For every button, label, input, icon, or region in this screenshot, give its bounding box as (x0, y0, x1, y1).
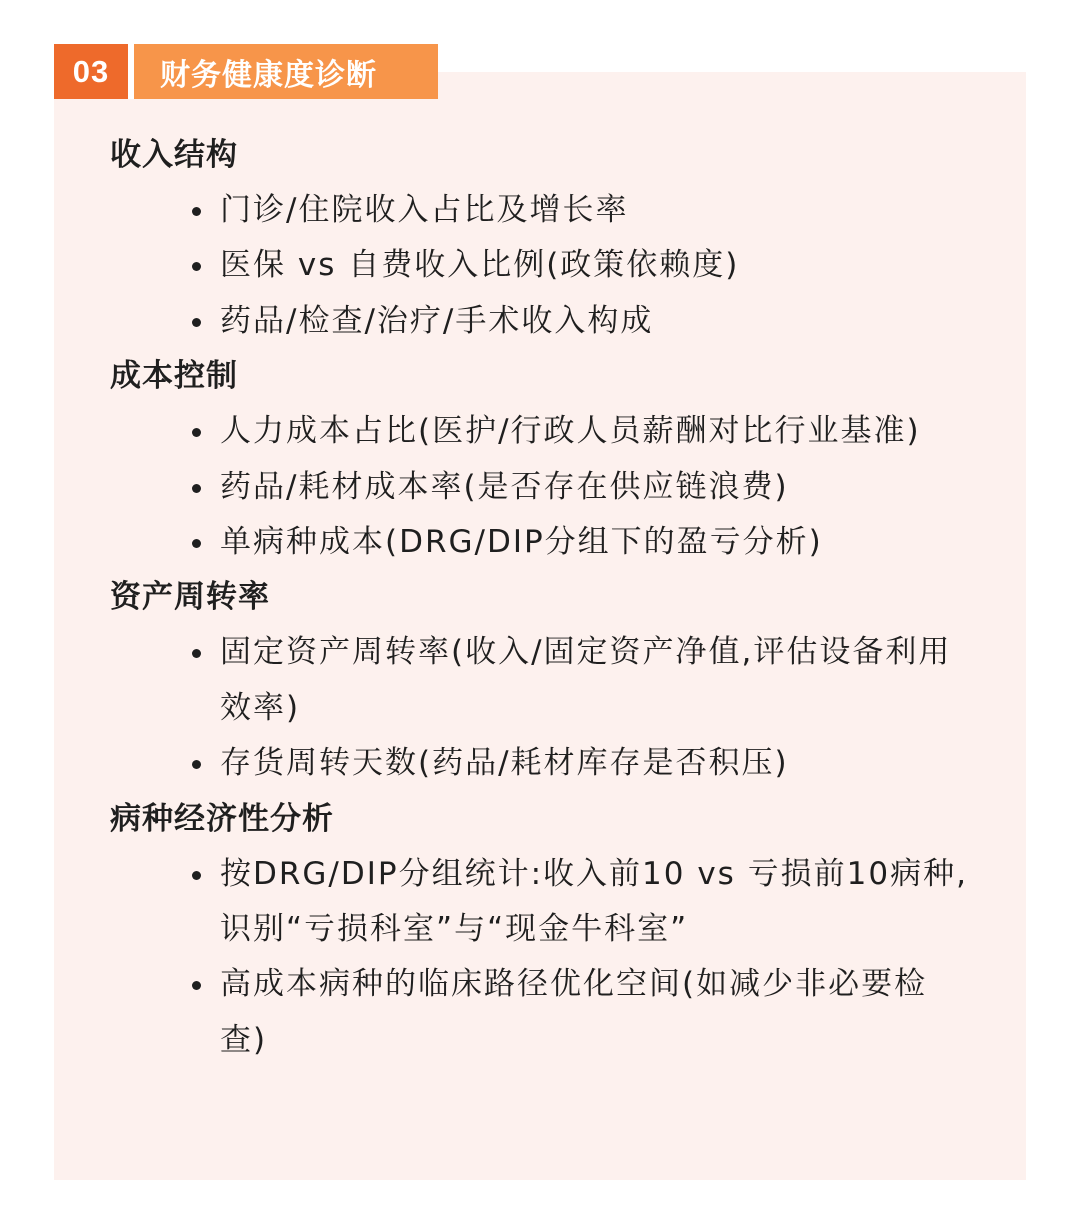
list-item-text: 药品/耗材成本率(是否存在供应链浪费) (220, 468, 789, 505)
section-revenue-structure (110, 128, 990, 349)
bullet-list (110, 183, 990, 349)
bullet-icon (192, 981, 201, 990)
list-item (110, 847, 990, 958)
list-item (110, 736, 990, 791)
section-number-badge: 03 (54, 44, 128, 99)
list-item-text: 单病种成本(DRG/DIP分组下的盈亏分析) (220, 524, 823, 561)
list-item (110, 460, 990, 515)
bullet-list (110, 847, 990, 1069)
list-item (110, 404, 990, 459)
list-item-text: 按DRG/DIP分组统计:收入前10 vs 亏损前10病种,识别“亏损科室”与“现金牛科室” (220, 855, 968, 948)
list-item-text: 人力成本占比(医护/行政人员薪酬对比行业基准) (220, 413, 921, 450)
section-title: 资产周转率 (110, 579, 270, 616)
list-item (110, 183, 990, 238)
section-disease-economics (110, 792, 990, 1069)
list-item-text: 医保 vs 自费收入比例(政策依赖度) (220, 247, 740, 284)
bullet-icon (192, 649, 201, 658)
list-item (110, 515, 990, 570)
list-item (110, 957, 990, 1068)
bullet-icon (192, 539, 201, 548)
bullet-list (110, 625, 990, 791)
bullet-icon (192, 262, 201, 271)
bullet-icon (192, 871, 201, 880)
list-item (110, 625, 990, 736)
list-item-text: 药品/检查/治疗/手术收入构成 (220, 302, 654, 339)
section-title: 病种经济性分析 (110, 800, 334, 837)
list-item-text: 固定资产周转率(收入/固定资产净值,评估设备利用效率) (220, 634, 952, 726)
bullet-icon (192, 318, 201, 327)
bullet-icon (192, 760, 201, 769)
list-item (110, 238, 990, 293)
list-item (110, 294, 990, 349)
bullet-list (110, 404, 990, 570)
section-heading: 财务健康度诊断 (134, 44, 438, 99)
section-asset-turnover (110, 570, 990, 791)
list-item-text: 门诊/住院收入占比及增长率 (220, 192, 629, 228)
section-cost-control (110, 349, 990, 570)
list-item-text: 高成本病种的临床路径优化空间(如减少非必要检查) (220, 966, 928, 1058)
diagnosis-content (110, 128, 990, 1068)
bullet-icon (192, 484, 201, 493)
bullet-icon (192, 428, 201, 437)
section-header-tag (54, 44, 438, 99)
section-title: 成本控制 (110, 358, 238, 395)
bullet-icon (192, 207, 201, 216)
list-item-text: 存货周转天数(药品/耗材库存是否积压) (220, 745, 789, 782)
section-title: 收入结构 (110, 137, 238, 173)
